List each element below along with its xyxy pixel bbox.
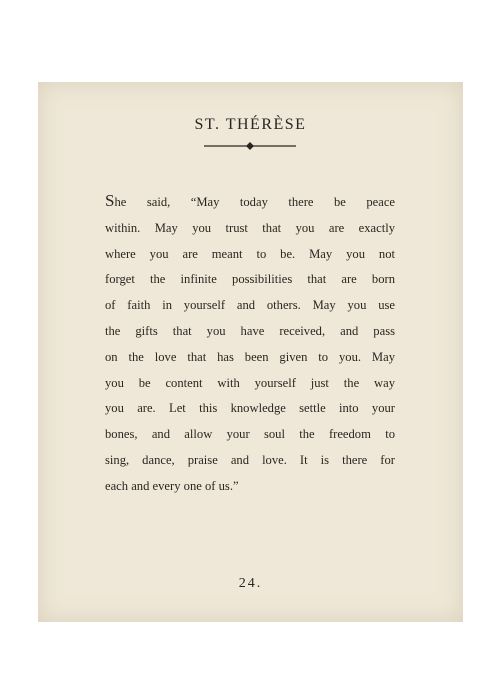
page-number: 24. [238,576,263,591]
quote-body [105,190,395,500]
page-title: ST. THÉRÈSE [194,116,307,133]
quote-line-text: he said, “May today there be peace [114,195,395,209]
quote-line: you are. Let this knowledge settle into your [105,401,395,416]
quote-line: the gifts that you have received, and pass [105,323,395,338]
quote-line: within. May you trust that you are exactly [105,220,395,235]
quote-line: where you are meant to be. May you not [105,246,395,261]
quote-line: sing, dance, praise and love. It is there for [105,452,395,467]
quote-line: each and every one of us.” [105,478,239,493]
quote-line: bones, and allow your soul the freedom to [105,427,395,442]
quote-line [105,190,395,216]
ornament-divider [204,141,296,151]
book-page [38,82,463,622]
quote-line: on the love that has been given to you. May [105,349,395,364]
quote-line: forget the infinite possibilities that are born [105,272,395,287]
drop-cap: S [105,191,115,210]
quote-line: of faith in yourself and others. May you use [105,298,395,313]
quote-line: you be content with yourself just the way [105,375,395,390]
